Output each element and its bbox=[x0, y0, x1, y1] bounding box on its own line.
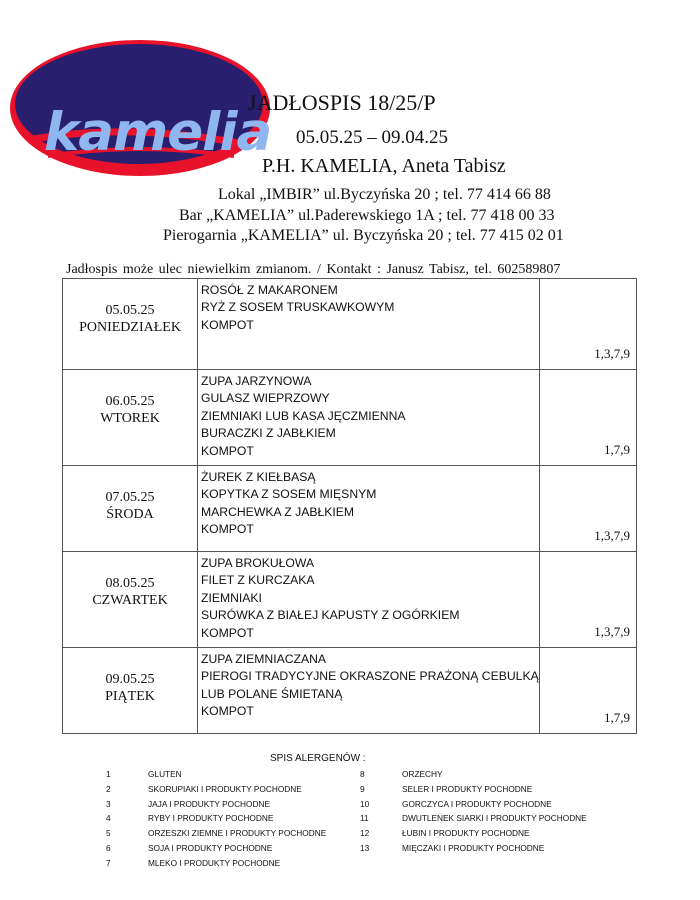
location-line: Pierogarnia „KAMELIA” ul. Byczyńska 20 ; tel. 77 415 02 01 bbox=[163, 227, 564, 244]
day-name: CZWARTEK bbox=[92, 593, 168, 608]
dishes-cell bbox=[198, 648, 540, 734]
allergens-cell bbox=[539, 648, 636, 734]
dish-item: ŻUREK Z KIEŁBASĄ bbox=[201, 470, 316, 484]
allergens-cell bbox=[539, 279, 636, 370]
dish-item: ZUPA BROKUŁOWA bbox=[201, 556, 315, 570]
day-cell bbox=[63, 648, 198, 734]
dish-item: KOMPOT bbox=[201, 522, 254, 537]
allergen-number: 13 bbox=[360, 843, 370, 853]
dish-item: ZIEMNIAKI LUB KASA JĘCZMIENNA bbox=[201, 408, 406, 423]
kamelia-logo bbox=[8, 38, 272, 178]
allergen-name: RYBY I PRODUKTY POCHODNE bbox=[148, 813, 274, 824]
day-name: PONIEDZIAŁEK bbox=[79, 320, 181, 335]
dishes-cell bbox=[198, 466, 540, 552]
day-date: 07.05.25 bbox=[105, 490, 155, 505]
logo-wordmark: kamelia bbox=[44, 102, 272, 163]
allergen-number: 11 bbox=[360, 813, 369, 824]
dish-item: ROSÓŁ Z MAKARONEM bbox=[201, 283, 338, 297]
dish-item: KOPYTKA Z SOSEM MIĘSNYM bbox=[201, 487, 377, 502]
day-cell bbox=[63, 279, 198, 370]
dish-item: FILET Z KURCZAKA bbox=[201, 573, 315, 588]
dish-item: ZUPA JARZYNOWA bbox=[201, 374, 312, 388]
day-date: 09.05.25 bbox=[105, 672, 155, 687]
menu-title: JADŁOSPIS 18/25/P bbox=[248, 90, 436, 115]
allergen-number: 10 bbox=[360, 798, 370, 809]
location-line: Bar „KAMELIA” ul.Paderewskiego 1A ; tel. 77 418 00 33 bbox=[179, 207, 555, 224]
day-cell bbox=[63, 552, 198, 648]
dish-item: RYŻ Z SOSEM TRUSKAWKOWYM bbox=[201, 300, 395, 315]
allergen-number: 8 bbox=[360, 769, 365, 779]
dish-item: LUB POLANE ŚMIETANĄ bbox=[201, 686, 343, 701]
allergen-number: 1 bbox=[106, 769, 111, 779]
allergen-number: 12 bbox=[360, 828, 370, 839]
dish-item: KOMPOT bbox=[201, 443, 254, 458]
dishes-cell bbox=[198, 370, 540, 466]
allergen-number: 9 bbox=[360, 783, 365, 794]
dish-item: MARCHEWKA Z JABŁKIEM bbox=[201, 504, 355, 519]
dishes-cell bbox=[198, 552, 540, 648]
allergen-list-title: SPIS ALERGENÓW : bbox=[270, 753, 366, 764]
allergen-number: 7 bbox=[106, 857, 111, 868]
dish-item: KOMPOT bbox=[201, 317, 254, 332]
dish-item: ZUPA ZIEMNIACZANA bbox=[201, 652, 327, 666]
allergen-number: 3 bbox=[106, 798, 111, 809]
menu-day-row bbox=[63, 466, 637, 552]
allergen-name: GORCZYCA I PRODUKTY POCHODNE bbox=[402, 798, 552, 809]
allergen-name: ORZESZKI ZIEMNE I PRODUKTY POCHODNE bbox=[148, 828, 327, 839]
allergen-codes: 1,3,7,9 bbox=[594, 528, 630, 543]
dish-item: PIEROGI TRADYCYJNE OKRASZONE PRAŻONĄ CEBULKĄ bbox=[201, 669, 539, 684]
dish-item: BURACZKI Z JABŁKIEM bbox=[201, 426, 336, 441]
company-name: P.H. KAMELIA, Aneta Tabisz bbox=[262, 155, 506, 177]
allergens-cell bbox=[539, 552, 636, 648]
allergen-name: DWUTLENEK SIARKI I PRODUKTY POCHODNE bbox=[402, 813, 587, 824]
menu-day-row bbox=[63, 370, 637, 466]
allergen-codes: 1,7,9 bbox=[604, 442, 630, 457]
allergen-name: MLEKO I PRODUKTY POCHODNE bbox=[148, 857, 281, 868]
allergen-name: JAJA I PRODUKTY POCHODNE bbox=[148, 798, 271, 809]
dishes-cell bbox=[198, 279, 540, 370]
location-line: Lokal „IMBIR” ul.Byczyńska 20 ; tel. 77 414 66 88 bbox=[218, 186, 551, 203]
menu-day-row bbox=[63, 279, 637, 370]
day-cell bbox=[63, 466, 198, 552]
allergen-name: MIĘCZAKI I PRODUKTY POCHODNE bbox=[402, 843, 545, 853]
allergen-name: SKORUPIAKI I PRODUKTY POCHODNE bbox=[148, 783, 302, 794]
menu-dates: 05.05.25 – 09.04.25 bbox=[296, 127, 448, 148]
allergen-name: GLUTEN bbox=[148, 769, 182, 779]
allergen-codes: 1,3,7,9 bbox=[594, 624, 630, 639]
dish-item: KOMPOT bbox=[201, 625, 254, 640]
menu-day-row bbox=[63, 648, 637, 734]
dish-item: GULASZ WIEPRZOWY bbox=[201, 391, 330, 406]
allergen-number: 2 bbox=[106, 783, 111, 794]
allergen-number: 4 bbox=[106, 813, 111, 824]
allergen-name: ORZECHY bbox=[402, 769, 443, 779]
allergen-codes: 1,7,9 bbox=[604, 710, 630, 725]
day-date: 06.05.25 bbox=[105, 394, 155, 409]
dish-item: SURÓWKA Z BIAŁEJ KAPUSTY Z OGÓRKIEM bbox=[201, 608, 460, 623]
day-name: ŚRODA bbox=[106, 507, 154, 522]
menu-day-row bbox=[63, 552, 637, 648]
allergen-name: SOJA I PRODUKTY POCHODNE bbox=[148, 843, 273, 853]
allergens-cell bbox=[539, 370, 636, 466]
day-cell bbox=[63, 370, 198, 466]
allergen-number: 5 bbox=[106, 828, 111, 839]
day-name: PIĄTEK bbox=[105, 689, 155, 704]
allergen-codes: 1,3,7,9 bbox=[594, 346, 630, 361]
day-date: 05.05.25 bbox=[105, 303, 155, 318]
dish-item: ZIEMNIAKI bbox=[201, 590, 262, 605]
allergens-cell bbox=[539, 466, 636, 552]
menu-table bbox=[62, 278, 637, 734]
allergen-name: SELER I PRODUKTY POCHODNE bbox=[402, 783, 533, 794]
dish-item: KOMPOT bbox=[201, 704, 254, 719]
allergen-name: ŁUBIN I PRODUKTY POCHODNE bbox=[402, 828, 530, 839]
allergen-number: 6 bbox=[106, 843, 111, 853]
contact-note: Jadłospis może ulec niewielkim zmianom. / Kontakt : Janusz Tabisz, tel. 602589807 bbox=[66, 262, 561, 277]
day-name: WTOREK bbox=[100, 411, 160, 426]
day-date: 08.05.25 bbox=[105, 576, 155, 591]
